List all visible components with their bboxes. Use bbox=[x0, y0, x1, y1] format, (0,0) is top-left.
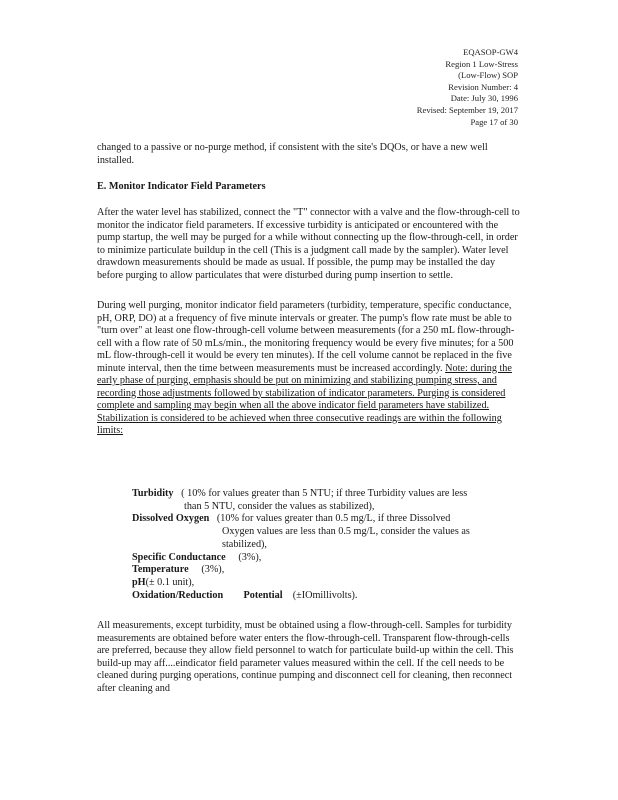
section-heading: E. Monitor Indicator Field Parameters bbox=[97, 181, 266, 192]
stabilization-limits bbox=[132, 488, 532, 602]
doc-id: EQASOP-GW4 bbox=[463, 47, 518, 57]
param-specific-conductance bbox=[132, 552, 532, 565]
param-label-potential: Potential bbox=[243, 589, 283, 601]
param-dissolved-oxygen bbox=[132, 513, 532, 526]
doc-region: Region 1 Low-Stress bbox=[445, 58, 518, 69]
param-label: Oxidation/Reduction bbox=[132, 589, 224, 601]
paragraph-water-level: After the water level has stabilized, connect the "T" connector with a valve and the flow-through-cell to monitor the indicator field parameters. If excessive turbidity is anticipated or encountered with the pump startup, the well may be purged for a while without connecting up the flow-through-cell, in order to minimize particulate buildup in the cell (This is a judgment call made by the sampler). Water level drawdown measurements should be made as usual. If possible, the pump may be installed the day before purging to allow particulates that were disturbed during pump insertion to settle. bbox=[97, 207, 520, 281]
paragraph-all-measurements: All measurements, except turbidity, must be obtained using a flow-through-cell. Samples for turbidity measurements are obtained before water enters the flow-through-cell. Transparent flow-through-cells are preferred, because they allow field personnel to watch for particulate build-up within the cell. This build-up may aff....eindicator field parameter values measured within the cell. If the cell needs to be cleaned during purging operations, continue pumping and disconnect cell for cleaning, then reconnect after cleaning and bbox=[97, 620, 514, 694]
paragraph-continuation: changed to a passive or no-purge method, if consistent with the site's DQOs, or have a new well installed. bbox=[97, 142, 488, 166]
param-temperature bbox=[132, 564, 532, 577]
paragraph-purging bbox=[97, 300, 521, 438]
param-value: (± 0.1 unit), bbox=[145, 576, 195, 588]
param-value: ( 10% for values greater than 5 NTU; if three Turbidity values are less bbox=[181, 488, 468, 499]
param-orp bbox=[132, 590, 532, 603]
doc-flow: (Low-Flow) SOP bbox=[458, 70, 518, 81]
param-value: (10% for values greater than 0.5 mg/L, if three Dissolved bbox=[216, 513, 451, 525]
param-ph bbox=[132, 577, 532, 590]
param-label: pH bbox=[132, 576, 146, 588]
doc-page-number: Page 17 of 30 bbox=[470, 116, 518, 127]
doc-date: Date: July 30, 1996 bbox=[450, 93, 518, 104]
param-turbidity bbox=[132, 488, 532, 501]
purging-note-underlined: Note: during the early phase of purging, emphasis should be put on minimizing and stabilizing pumping stress, and recording those adjustments followed by stabilization of indicator parameters. Purging is considered complete and sampling may begin when all the above indicator field parameters have stabilized. Stabilization is considered to be achieved when three consecutive readings are within the following limits: bbox=[97, 362, 512, 436]
param-value: (±IOmillivolts). bbox=[292, 589, 358, 601]
param-label: Turbidity bbox=[132, 488, 174, 499]
param-label: Specific Conductance bbox=[132, 551, 226, 563]
purging-text: During well purging, monitor indicator field parameters (turbidity, temperature, specific conductance, pH, ORP, DO) at a frequency of five minute intervals or greater. The pump's flow rate must be able to "turn over" at least one flow-through-cell volume between measurements (for a 250 mL flow-through-cell with a flow rate of 50 mLs/min., the monitoring frequency would be every five minutes; for a 500 mL flow-through-cell it would be every ten minutes). If the cell volume cannot be replaced in the five minute interval, then the time between measurements must be increased accordingly. bbox=[97, 300, 515, 374]
param-label: Dissolved Oxygen bbox=[132, 513, 210, 525]
document-header bbox=[417, 47, 518, 128]
param-label: Temperature bbox=[132, 564, 189, 576]
param-value: (3%), bbox=[238, 551, 262, 563]
param-turbidity-cont: than 5 NTU, consider the values as stabilized), bbox=[184, 500, 375, 512]
doc-revision: Revision Number: 4 bbox=[448, 81, 518, 92]
param-do-cont2: stabilized), bbox=[222, 538, 267, 550]
param-value: (3%), bbox=[201, 564, 225, 576]
param-do-cont: Oxygen values are less than 0.5 mg/L, consider the values as bbox=[222, 526, 470, 538]
doc-revised: Revised: September 19, 2017 bbox=[416, 104, 518, 115]
